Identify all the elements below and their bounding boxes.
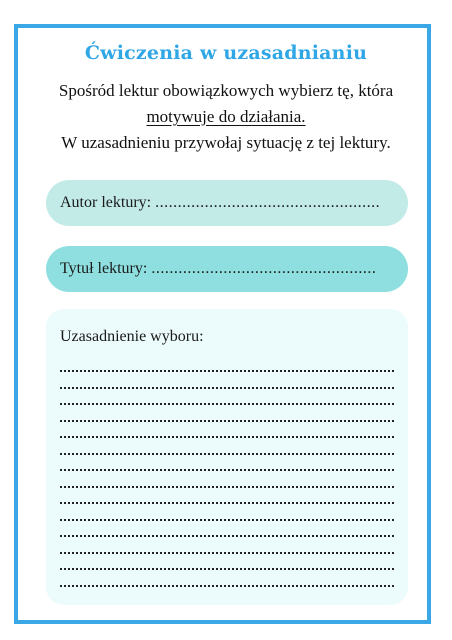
title-field-dots: .................................................. xyxy=(151,260,377,277)
title-field[interactable] xyxy=(46,246,408,292)
writing-line[interactable] xyxy=(60,505,394,521)
writing-line[interactable] xyxy=(60,554,394,570)
writing-line[interactable] xyxy=(60,521,394,537)
writing-line[interactable] xyxy=(60,455,394,471)
instruction-underlined-text: motywuje do działania. xyxy=(146,107,306,126)
writing-line[interactable] xyxy=(60,472,394,488)
instruction-line-2 xyxy=(24,106,428,128)
author-field-dots: .................................................. xyxy=(155,194,381,211)
writing-line[interactable] xyxy=(60,439,394,455)
writing-line[interactable] xyxy=(60,488,394,504)
writing-line[interactable] xyxy=(60,422,394,438)
writing-line[interactable] xyxy=(60,356,394,372)
instruction-line-1: Spośród lektur obowiązkowych wybierz tę, która xyxy=(58,81,394,100)
writing-line[interactable] xyxy=(60,406,394,422)
author-field[interactable] xyxy=(46,180,408,226)
justification-lines[interactable] xyxy=(60,356,394,587)
writing-line[interactable] xyxy=(60,538,394,554)
instruction-line-3: W uzasadnieniu przywołaj sytuację z tej lektury. xyxy=(61,133,391,152)
author-field-label: Autor lektury: xyxy=(60,194,152,211)
justification-label: Uzasadnienie wyboru: xyxy=(60,328,204,345)
title-field-label: Tytuł lektury: xyxy=(60,260,148,277)
writing-line[interactable] xyxy=(60,571,394,587)
writing-line[interactable] xyxy=(60,389,394,405)
worksheet-title: Ćwiczenia w uzasadnianiu xyxy=(84,42,368,64)
writing-line[interactable] xyxy=(60,373,394,389)
